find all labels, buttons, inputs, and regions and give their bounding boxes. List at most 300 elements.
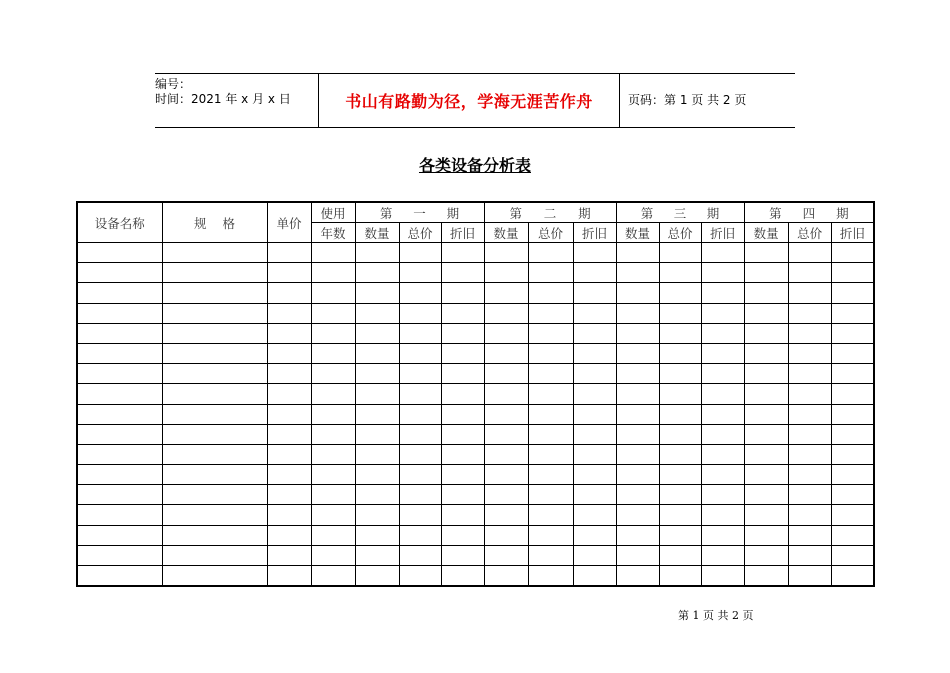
table-cell[interactable] [77,343,162,363]
table-cell[interactable] [788,364,831,384]
table-cell[interactable] [484,545,528,565]
sub-quantity: 数量 [484,223,528,243]
table-cell[interactable] [399,243,441,263]
table-cell[interactable] [355,485,399,505]
table-cell[interactable] [831,384,874,404]
table-cell[interactable] [77,384,162,404]
table-cell[interactable] [573,444,616,464]
table-cell[interactable] [659,525,701,545]
table-cell[interactable] [573,566,616,587]
page-code-text: 页码：第 1 页 共 2 页 [628,93,747,107]
table-cell[interactable] [441,364,484,384]
table-cell[interactable] [355,505,399,525]
table-cell[interactable] [701,424,744,444]
table-cell[interactable] [311,243,355,263]
table-cell[interactable] [788,303,831,323]
table-cell[interactable] [311,404,355,424]
table-cell[interactable] [441,525,484,545]
table-cell[interactable] [831,303,874,323]
table-cell[interactable] [788,545,831,565]
table-cell[interactable] [484,343,528,363]
table-cell[interactable] [267,263,311,283]
table-cell[interactable] [616,424,659,444]
table-cell[interactable] [659,485,701,505]
table-cell[interactable] [616,283,659,303]
equipment-analysis-table [76,201,875,587]
table-cell[interactable] [399,424,441,444]
table-cell[interactable] [831,364,874,384]
table-cell[interactable] [311,444,355,464]
table-cell[interactable] [311,424,355,444]
table-cell[interactable] [528,323,573,343]
col-years-bottom: 年数 [311,223,355,243]
table-cell[interactable] [659,303,701,323]
table-cell[interactable] [77,444,162,464]
table-cell[interactable] [528,243,573,263]
table-cell[interactable] [77,525,162,545]
table-cell[interactable] [484,465,528,485]
table-cell[interactable] [77,545,162,565]
table-cell[interactable] [441,424,484,444]
table-cell[interactable] [831,283,874,303]
table-cell[interactable] [484,283,528,303]
table-cell[interactable] [701,263,744,283]
table-cell[interactable] [659,384,701,404]
table-cell[interactable] [162,283,267,303]
table-cell[interactable] [701,323,744,343]
table-cell[interactable] [744,424,788,444]
table-cell[interactable] [528,343,573,363]
table-cell[interactable] [528,364,573,384]
period-2-header: 第 二 期 [484,202,616,223]
table-cell[interactable] [744,263,788,283]
table-cell[interactable] [659,364,701,384]
table-row [77,465,874,485]
table-cell[interactable] [573,505,616,525]
table-cell[interactable] [573,364,616,384]
table-cell[interactable] [528,566,573,587]
table-cell[interactable] [573,545,616,565]
table-cell[interactable] [355,384,399,404]
table-cell[interactable] [399,505,441,525]
table-cell[interactable] [744,505,788,525]
table-cell[interactable] [744,566,788,587]
table-cell[interactable] [311,343,355,363]
page-code-cell [620,74,795,127]
table-cell[interactable] [441,243,484,263]
table-cell[interactable] [441,263,484,283]
table-row [77,485,874,505]
table-cell[interactable] [77,364,162,384]
table-cell[interactable] [528,384,573,404]
table-cell[interactable] [267,505,311,525]
table-cell[interactable] [701,525,744,545]
table-cell[interactable] [744,444,788,464]
table-cell[interactable] [616,243,659,263]
table-cell[interactable] [267,343,311,363]
period-1-header: 第 一 期 [355,202,484,223]
sub-quantity: 数量 [616,223,659,243]
table-cell[interactable] [744,323,788,343]
table-cell[interactable] [441,485,484,505]
table-cell[interactable] [484,444,528,464]
table-cell[interactable] [831,545,874,565]
table-row [77,364,874,384]
table-cell[interactable] [659,545,701,565]
table-cell[interactable] [616,505,659,525]
table-cell[interactable] [484,525,528,545]
table-cell[interactable] [831,323,874,343]
table-cell[interactable] [831,343,874,363]
table-cell[interactable] [311,525,355,545]
table-cell[interactable] [267,404,311,424]
table-cell[interactable] [355,444,399,464]
table-cell[interactable] [744,404,788,424]
table-cell[interactable] [528,485,573,505]
table-cell[interactable] [267,525,311,545]
table-cell[interactable] [484,303,528,323]
table-cell[interactable] [77,505,162,525]
table-cell[interactable] [573,343,616,363]
table-cell[interactable] [311,465,355,485]
table-cell[interactable] [267,364,311,384]
table-cell[interactable] [267,444,311,464]
table-cell[interactable] [267,424,311,444]
table-cell[interactable] [441,303,484,323]
table-cell[interactable] [441,404,484,424]
table-cell[interactable] [701,566,744,587]
table-cell[interactable] [311,364,355,384]
table-cell[interactable] [616,465,659,485]
table-cell[interactable] [744,303,788,323]
table-cell[interactable] [659,404,701,424]
table-cell[interactable] [659,323,701,343]
table-cell[interactable] [399,343,441,363]
table-cell[interactable] [311,505,355,525]
table-cell[interactable] [573,525,616,545]
table-cell[interactable] [311,283,355,303]
table-cell[interactable] [528,303,573,323]
table-cell[interactable] [659,505,701,525]
table-cell[interactable] [788,566,831,587]
table-cell[interactable] [162,323,267,343]
table-cell[interactable] [311,263,355,283]
table-cell[interactable] [616,566,659,587]
table-cell[interactable] [77,323,162,343]
table-cell[interactable] [399,465,441,485]
table-cell[interactable] [701,404,744,424]
sub-depreciation: 折旧 [573,223,616,243]
table-cell[interactable] [399,485,441,505]
table-cell[interactable] [162,485,267,505]
table-cell[interactable] [659,243,701,263]
table-cell[interactable] [484,364,528,384]
table-cell[interactable] [484,263,528,283]
table-cell[interactable] [355,323,399,343]
table-cell[interactable] [162,384,267,404]
table-cell[interactable] [441,384,484,404]
table-cell[interactable] [831,404,874,424]
table-cell[interactable] [831,505,874,525]
table-cell[interactable] [267,485,311,505]
table-cell[interactable] [831,263,874,283]
table-cell[interactable] [399,384,441,404]
table-cell[interactable] [788,465,831,485]
table-cell[interactable] [659,424,701,444]
table-cell[interactable] [355,243,399,263]
table-cell[interactable] [162,444,267,464]
table-cell[interactable] [573,404,616,424]
table-cell[interactable] [267,465,311,485]
table-cell[interactable] [573,243,616,263]
table-cell[interactable] [267,384,311,404]
table-cell[interactable] [744,384,788,404]
table-cell[interactable] [831,424,874,444]
table-cell[interactable] [355,404,399,424]
table-cell[interactable] [701,444,744,464]
table-cell[interactable] [355,263,399,283]
table-cell[interactable] [616,384,659,404]
table-cell[interactable] [77,485,162,505]
table-cell[interactable] [573,384,616,404]
table-cell[interactable] [355,465,399,485]
table-cell[interactable] [311,566,355,587]
table-cell[interactable] [77,283,162,303]
table-cell[interactable] [311,384,355,404]
table-cell[interactable] [573,323,616,343]
table-cell[interactable] [831,465,874,485]
sub-depreciation: 折旧 [831,223,874,243]
table-cell[interactable] [744,343,788,363]
table-cell[interactable] [788,323,831,343]
table-cell[interactable] [616,404,659,424]
table-cell[interactable] [788,283,831,303]
table-cell[interactable] [701,283,744,303]
table-cell[interactable] [659,566,701,587]
table-cell[interactable] [788,525,831,545]
table-cell[interactable] [399,525,441,545]
table-cell[interactable] [528,505,573,525]
table-cell[interactable] [573,465,616,485]
table-cell[interactable] [528,263,573,283]
table-cell[interactable] [573,283,616,303]
table-cell[interactable] [355,424,399,444]
table-cell[interactable] [701,505,744,525]
table-cell[interactable] [616,303,659,323]
table-cell[interactable] [659,283,701,303]
table-cell[interactable] [744,485,788,505]
table-cell[interactable] [311,303,355,323]
table-cell[interactable] [744,364,788,384]
sub-total: 总价 [399,223,441,243]
table-cell[interactable] [788,485,831,505]
table-cell[interactable] [528,465,573,485]
table-cell[interactable] [441,283,484,303]
table-cell[interactable] [744,545,788,565]
table-cell[interactable] [441,545,484,565]
table-cell[interactable] [441,343,484,363]
table-cell[interactable] [788,243,831,263]
col-years-top: 使用 [311,202,355,223]
table-cell[interactable] [399,303,441,323]
table-cell[interactable] [311,485,355,505]
table-cell[interactable] [744,283,788,303]
table-cell[interactable] [616,525,659,545]
table-cell[interactable] [162,263,267,283]
table-cell[interactable] [616,364,659,384]
table-cell[interactable] [267,323,311,343]
table-cell[interactable] [788,263,831,283]
table-cell[interactable] [399,444,441,464]
table-cell[interactable] [528,283,573,303]
table-cell[interactable] [701,545,744,565]
table-cell[interactable] [162,424,267,444]
table-cell[interactable] [831,444,874,464]
table-cell[interactable] [399,283,441,303]
table-cell[interactable] [162,364,267,384]
table-cell[interactable] [484,485,528,505]
table-row [77,566,874,587]
table-cell[interactable] [484,566,528,587]
table-cell[interactable] [616,263,659,283]
table-cell[interactable] [399,323,441,343]
table-cell[interactable] [616,444,659,464]
table-cell[interactable] [355,525,399,545]
table-cell[interactable] [77,566,162,587]
table-cell[interactable] [701,485,744,505]
table-row [77,323,874,343]
sub-depreciation: 折旧 [701,223,744,243]
table-cell[interactable] [701,343,744,363]
table-cell[interactable] [701,384,744,404]
table-cell[interactable] [616,323,659,343]
table-cell[interactable] [355,283,399,303]
table-cell[interactable] [701,364,744,384]
table-cell[interactable] [788,505,831,525]
table-cell[interactable] [399,364,441,384]
table-cell[interactable] [831,485,874,505]
table-row [77,283,874,303]
table-cell[interactable] [162,505,267,525]
table-cell[interactable] [267,303,311,323]
table-cell[interactable] [77,263,162,283]
table-cell[interactable] [267,545,311,565]
table-cell[interactable] [659,465,701,485]
table-cell[interactable] [162,303,267,323]
table-cell[interactable] [616,545,659,565]
table-cell[interactable] [399,263,441,283]
table-cell[interactable] [573,485,616,505]
table-cell[interactable] [399,545,441,565]
sub-total: 总价 [788,223,831,243]
table-cell[interactable] [484,243,528,263]
table-cell[interactable] [162,404,267,424]
period-4-header: 第 四 期 [744,202,874,223]
table-cell[interactable] [77,424,162,444]
table-cell[interactable] [831,566,874,587]
table-cell[interactable] [484,404,528,424]
table-cell[interactable] [659,343,701,363]
table-cell[interactable] [441,323,484,343]
table-cell[interactable] [788,424,831,444]
table-cell[interactable] [162,465,267,485]
table-cell[interactable] [701,465,744,485]
table-cell[interactable] [788,343,831,363]
table-cell[interactable] [441,444,484,464]
table-cell[interactable] [484,505,528,525]
table-cell[interactable] [77,465,162,485]
table-cell[interactable] [77,243,162,263]
table-cell[interactable] [573,303,616,323]
table-cell[interactable] [441,566,484,587]
table-cell[interactable] [744,243,788,263]
header-info-cell [155,74,318,127]
table-cell[interactable] [267,283,311,303]
table-cell[interactable] [441,505,484,525]
table-row [77,525,874,545]
table-cell[interactable] [744,465,788,485]
table-cell[interactable] [355,364,399,384]
sub-total: 总价 [659,223,701,243]
table-cell[interactable] [399,566,441,587]
table-cell[interactable] [701,303,744,323]
table-cell[interactable] [788,384,831,404]
table-cell[interactable] [659,444,701,464]
table-cell[interactable] [162,243,267,263]
table-cell[interactable] [573,263,616,283]
table-cell[interactable] [573,424,616,444]
table-cell[interactable] [162,525,267,545]
period-3-header: 第 三 期 [616,202,744,223]
table-cell[interactable] [484,384,528,404]
table-cell[interactable] [355,545,399,565]
table-cell[interactable] [616,343,659,363]
table-cell[interactable] [355,343,399,363]
table-cell[interactable] [355,303,399,323]
table-cell[interactable] [831,243,874,263]
table-cell[interactable] [701,243,744,263]
table-cell[interactable] [355,566,399,587]
sub-quantity: 数量 [744,223,788,243]
table-cell[interactable] [162,545,267,565]
table-cell[interactable] [831,525,874,545]
table-cell[interactable] [399,404,441,424]
table-cell[interactable] [744,525,788,545]
table-cell[interactable] [267,243,311,263]
table-cell[interactable] [484,323,528,343]
table-cell[interactable] [788,444,831,464]
table-cell[interactable] [162,343,267,363]
col-unit-price: 单价 [267,202,311,243]
table-cell[interactable] [528,404,573,424]
table-row [77,424,874,444]
table-cell[interactable] [528,525,573,545]
table-cell[interactable] [77,404,162,424]
table-cell[interactable] [77,303,162,323]
table-cell[interactable] [528,545,573,565]
table-cell[interactable] [311,323,355,343]
table-cell[interactable] [528,424,573,444]
table-cell[interactable] [788,404,831,424]
table-cell[interactable] [311,545,355,565]
table-cell[interactable] [616,485,659,505]
table-cell[interactable] [659,263,701,283]
table-cell[interactable] [267,566,311,587]
table-cell[interactable] [441,465,484,485]
table-cell[interactable] [528,444,573,464]
table-cell[interactable] [162,566,267,587]
table-cell[interactable] [484,424,528,444]
